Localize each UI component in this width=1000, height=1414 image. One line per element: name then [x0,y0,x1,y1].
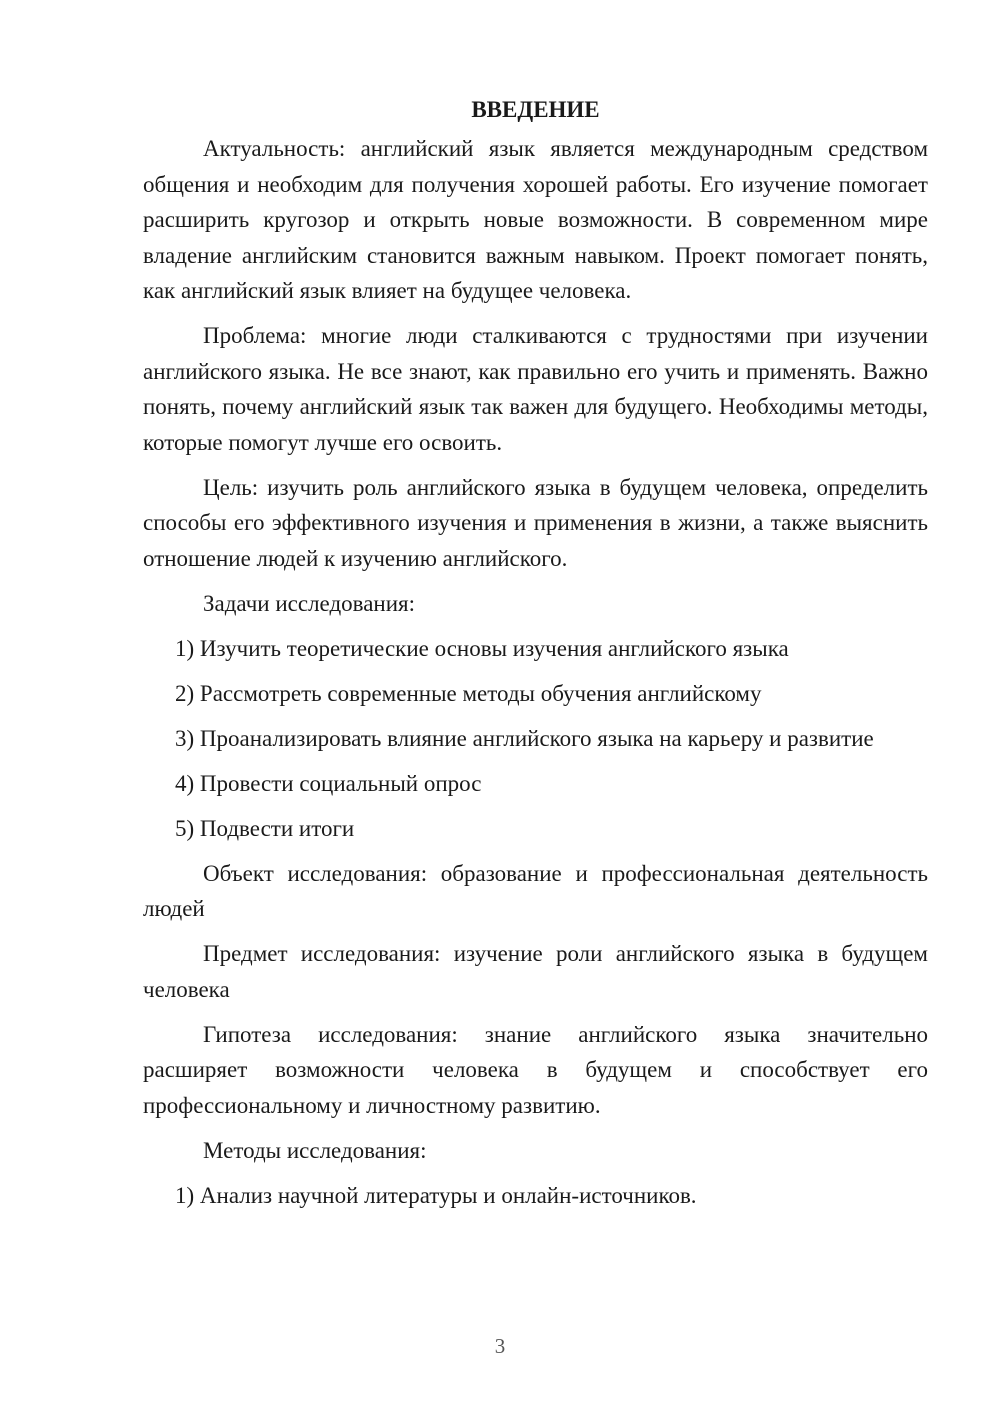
methods-heading: Методы исследования: [203,1137,427,1163]
task-item-1: 1) Изучить теоретические основы изучения английского языка [175,635,789,661]
task-item-2: 2) Рассмотреть современные методы обучения английскому [175,680,762,706]
relevance-paragraph: Актуальность: английский язык является международным средством общения и необходим для получения хорошей работы. Его изучение помогает расширить кругозор и открыть новые возможности. В современном мире владение английским становится важным навыком. Проект помогает понять, как английский язык влияет на будущее человека. [143,136,928,303]
task-item-5: 5) Подвести итоги [175,815,355,841]
task-item-4: 4) Провести социальный опрос [175,770,482,796]
method-item-1: 1) Анализ научной литературы и онлайн-источников. [175,1182,697,1208]
goal-paragraph: Цель: изучить роль английского языка в будущем человека, определить способы его эффективного изучения и применения в жизни, а также выяснить отношение людей к изучению английского. [143,474,928,571]
object-paragraph: Объект исследования: образование и профессиональная деятельность людей [143,860,928,921]
hypothesis-paragraph: Гипотеза исследования: знание английского языка значительно расширяет возможности человека в будущем и способствует его профессиональному и личностному развитию. [143,1021,928,1118]
page-content [143,92,928,1223]
section-heading: ВВЕДЕНИЕ [471,97,600,122]
subject-paragraph: Предмет исследования: изучение роли английского языка в будущем человека [143,941,928,1002]
task-item-3: 3) Проанализировать влияние английского языка на карьеру и развитие [175,725,874,751]
tasks-heading: Задачи исследования: [203,590,416,616]
page-number: 3 [494,1334,506,1358]
problem-paragraph: Проблема: многие люди сталкиваются с трудностями при изучении английского языка. Не все знают, как правильно его учить и применять. Важно понять, почему английский язык так важен для будущего. Необходимы методы, которые помогут лучше его освоить. [143,323,928,455]
